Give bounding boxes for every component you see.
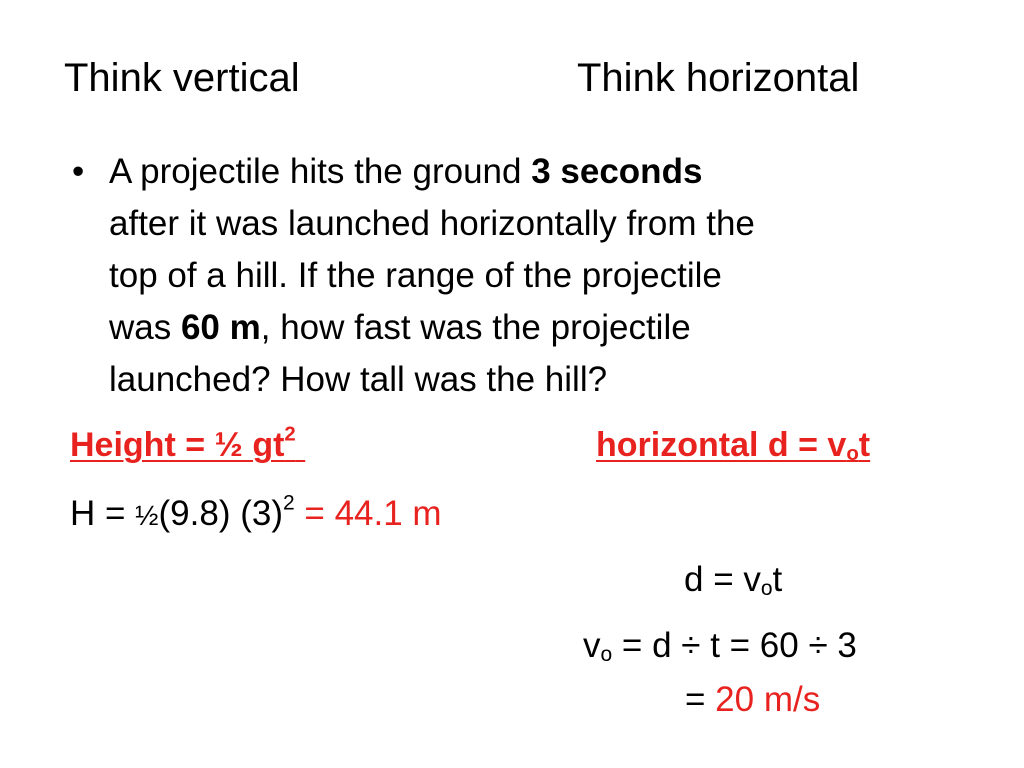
- range-value: 60 m: [180, 308, 261, 347]
- distance-equation: $d = v_ot$: [684, 560, 783, 601]
- problem-line-1: A projectile hits the ground 3 seconds: [109, 152, 703, 191]
- height-formula-heading: Height = ½ $gt^2$: [70, 423, 296, 464]
- problem-line-3: top of a hill. If the range of the projectile: [109, 256, 722, 295]
- time-value: 3 seconds: [531, 152, 703, 191]
- problem-text: [109, 146, 755, 406]
- problem-line-4: was 60 m, how fast was the projectile: [109, 308, 691, 347]
- title-think-vertical: Think vertical: [64, 56, 300, 100]
- height-result: = 44.1 m: [294, 494, 442, 533]
- velocity-result: = 20 m/s: [685, 680, 821, 719]
- problem-line-2: after it was launched horizontally from the: [109, 204, 755, 243]
- horizontal-formula-heading: horizontal $d = v_ot$: [596, 426, 871, 466]
- velocity-equation: $v_o = d \div t = 60 \div 3$: [583, 626, 857, 667]
- title-think-horizontal: Think horizontal: [577, 56, 860, 100]
- velocity-value: 20 m/s: [715, 680, 821, 719]
- bullet-marker: •: [72, 152, 85, 191]
- problem-line-5: launched? How tall was the hill?: [109, 360, 608, 399]
- height-equation: H = ½(9.8) $(3)^2 = 44.1$ m: [70, 491, 442, 533]
